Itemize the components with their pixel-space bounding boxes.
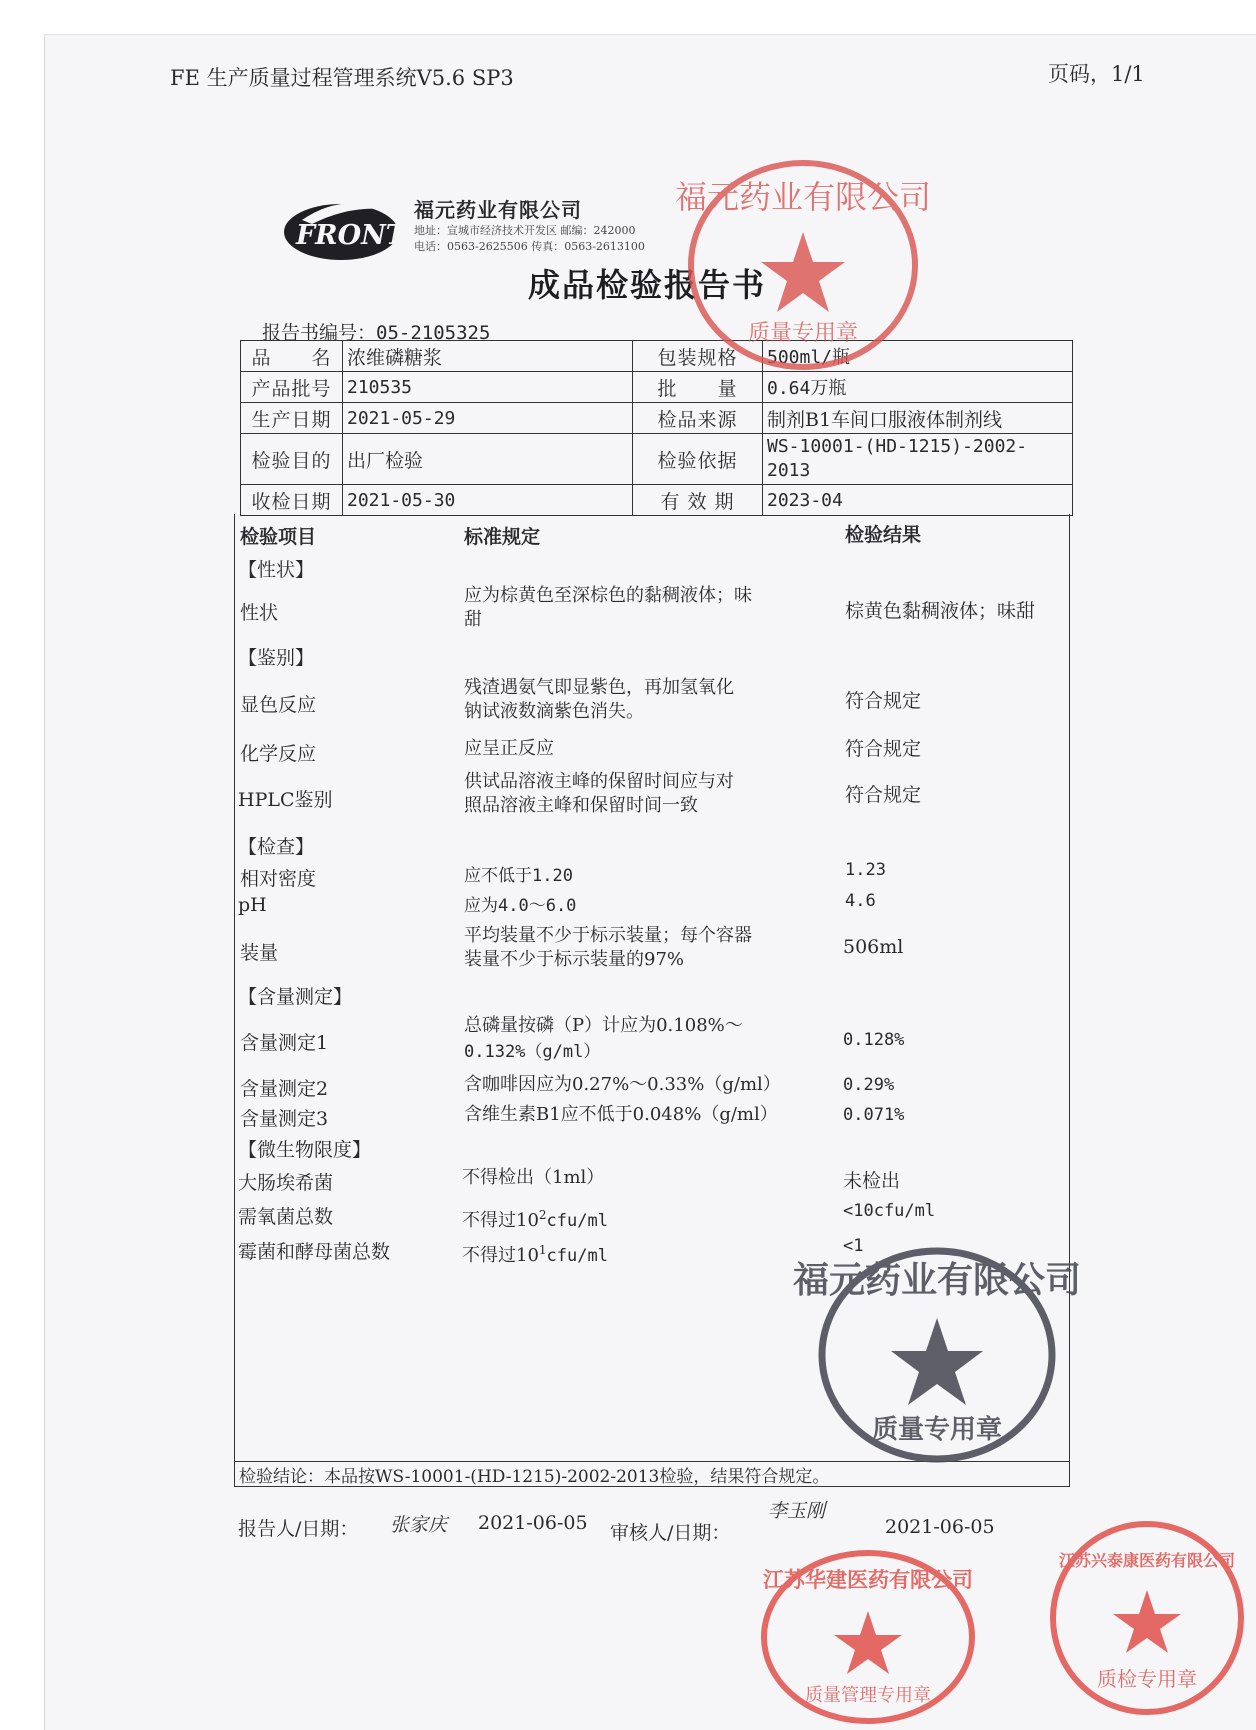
purpose-label: 检验目的 — [241, 434, 343, 485]
result-aerobic: <10cfu/ml — [843, 1201, 936, 1221]
item-ecoli: 大肠埃希菌 — [238, 1172, 334, 1194]
standard-color-reaction-line2: 钠试液数滴紫色消失。 — [464, 701, 644, 722]
basis-value: WS-10001-(HD-1215)-2002-2013 — [763, 434, 1073, 485]
svg-text:福元药业有限公司: 福元药业有限公司 — [674, 178, 932, 216]
package-value: 500ml/瓶 — [763, 341, 1073, 372]
item-hplc: HPLC鉴别 — [238, 789, 333, 811]
standard-hplc-line1: 供试品溶液主峰的保留时间应与对 — [464, 771, 734, 792]
result-density: 1.23 — [845, 860, 886, 880]
item-density: 相对密度 — [240, 868, 317, 890]
result-assay3: 0.071% — [843, 1105, 905, 1125]
result-traits: 棕黄色黏稠液体；味甜 — [845, 600, 1036, 622]
product-info-table — [240, 340, 1073, 516]
result-hplc: 符合规定 — [845, 784, 922, 806]
column-item-header: 检验项目 — [240, 526, 317, 548]
section-identification: 【鉴别】 — [238, 647, 315, 669]
company-phone: 电话：0563-2625506 传真：0563-2613100 — [414, 240, 645, 253]
standard-chem-reaction: 应呈正反应 — [464, 738, 554, 759]
column-standard-header: 标准规定 — [464, 526, 541, 548]
company-address: 地址：宣城市经济技术开发区 邮编：242000 — [414, 224, 636, 237]
quality-seal-stamp-mid — [792, 1240, 1082, 1470]
quality-seal-stamp-right-bottom — [1045, 1518, 1250, 1718]
result-color-reaction: 符合规定 — [845, 690, 922, 712]
expiry-label: 有 效 期 — [633, 485, 763, 516]
svg-text:江苏华建医药有限公司: 江苏华建医药有限公司 — [763, 1568, 973, 1592]
item-aerobic: 需氧菌总数 — [238, 1206, 334, 1228]
svg-text:质量管理专用章: 质量管理专用章 — [805, 1685, 931, 1706]
standard-fill-line1: 平均装量不少于标示装量；每个容器 — [464, 925, 752, 946]
svg-text:质检专用章: 质检专用章 — [1097, 1667, 1197, 1691]
recv-date-value: 2021-05-30 — [343, 485, 633, 516]
package-label: 包装规格 — [633, 341, 763, 372]
quality-seal-stamp-top — [674, 150, 932, 380]
prod-date-label: 生产日期 — [241, 403, 343, 434]
logo-text: FRONT — [296, 220, 406, 251]
batch-value: 210535 — [343, 372, 633, 403]
quantity-label: 批 量 — [633, 372, 763, 403]
item-fill: 装量 — [240, 942, 279, 964]
info-row — [241, 372, 1073, 403]
standard-traits-line2: 甜 — [464, 609, 482, 630]
section-traits: 【性状】 — [238, 559, 315, 581]
standard-mold: 不得过$10^1cfu/ml$ — [462, 1243, 608, 1266]
quality-seal-stamp-left-bottom — [756, 1545, 981, 1725]
svg-text:质量专用章: 质量专用章 — [871, 1415, 1003, 1445]
standard-density: 应不低于1.20 — [464, 866, 573, 886]
reporter-signature: 张家庆 — [390, 1514, 448, 1536]
standard-aerobic: 不得过$10^2cfu/ml$ — [462, 1208, 608, 1231]
result-chem-reaction: 符合规定 — [845, 738, 922, 760]
product-name-value: 浓维磷糖浆 — [343, 341, 633, 372]
info-row — [241, 485, 1073, 516]
reviewer-date: 2021-06-05 — [885, 1516, 995, 1538]
section-microbial: 【微生物限度】 — [238, 1139, 372, 1161]
product-name-label: 品 名 — [241, 341, 343, 372]
source-label: 检品来源 — [633, 403, 763, 434]
result-assay1: 0.128% — [843, 1030, 905, 1050]
svg-text:福元药业有限公司: 福元药业有限公司 — [792, 1259, 1082, 1301]
standard-fill-line2: 装量不少于标示装量的97% — [464, 949, 685, 970]
item-ph: pH — [238, 894, 267, 916]
page-number: 页码，1/1 — [1048, 62, 1145, 86]
section-assay: 【含量测定】 — [238, 986, 353, 1008]
report-number: 报告书编号：05-2105325 — [262, 322, 491, 344]
item-color-reaction: 显色反应 — [240, 694, 317, 716]
item-mold: 霉菌和酵母菌总数 — [238, 1241, 391, 1263]
item-assay3: 含量测定3 — [240, 1108, 329, 1130]
standard-color-reaction-line1: 残渣遇氨气即显紫色，再加氢氧化 — [464, 677, 734, 698]
column-result-header: 检验结果 — [845, 524, 922, 546]
reviewer-signature: 李玉刚 — [768, 1500, 826, 1522]
company-name: 福元药业有限公司 — [414, 198, 582, 222]
info-row — [241, 341, 1073, 372]
reporter-label: 报告人/日期： — [238, 1518, 359, 1540]
standard-assay2: 含咖啡因应为0.27%～0.33%（g/ml） — [464, 1074, 781, 1095]
result-ecoli: 未检出 — [843, 1170, 901, 1192]
item-traits: 性状 — [240, 602, 279, 624]
conclusion-text: 检验结论：本品按WS-10001-(HD-1215)-2002-2013检验，结果符合规定。 — [239, 1467, 830, 1487]
expiry-value: 2023-04 — [763, 485, 1073, 516]
result-ph: 4.6 — [845, 891, 876, 911]
result-fill: 506ml — [843, 936, 904, 958]
recv-date-label: 收检日期 — [241, 485, 343, 516]
standard-assay3: 含维生素B1应不低于0.048%（g/ml） — [464, 1104, 778, 1125]
prod-date-value: 2021-05-29 — [343, 403, 633, 434]
reviewer-label: 审核人/日期： — [610, 1522, 731, 1544]
quantity-value: 0.64万瓶 — [763, 372, 1073, 403]
svg-text:质量专用章: 质量专用章 — [747, 321, 859, 346]
standard-hplc-line2: 照品溶液主峰和保留时间一致 — [464, 795, 698, 816]
info-row — [241, 434, 1073, 485]
purpose-value: 出厂检验 — [343, 434, 633, 485]
section-inspection: 【检查】 — [238, 836, 315, 858]
standard-assay1-line1: 总磷量按磷（P）计应为0.108%～ — [464, 1015, 743, 1036]
standard-assay1-line2: 0.132%（g/ml） — [464, 1042, 601, 1062]
document-title: 成品检验报告书 — [528, 266, 767, 304]
info-row — [241, 403, 1073, 434]
basis-label: 检验依据 — [633, 434, 763, 485]
batch-label: 产品批号 — [241, 372, 343, 403]
result-mold: <1 — [843, 1236, 864, 1256]
standard-traits-line1: 应为棕黄色至深棕色的黏稠液体；味 — [464, 585, 752, 606]
reporter-date: 2021-06-05 — [478, 1512, 588, 1534]
system-header: FE 生产质量过程管理系统V5.6 SP3 — [170, 66, 514, 90]
item-chem-reaction: 化学反应 — [240, 743, 317, 765]
item-assay2: 含量测定2 — [240, 1078, 329, 1100]
standard-ecoli: 不得检出（1ml） — [462, 1167, 605, 1188]
standard-ph: 应为4.0～6.0 — [464, 896, 577, 916]
item-assay1: 含量测定1 — [240, 1032, 329, 1054]
result-assay2: 0.29% — [843, 1075, 895, 1095]
source-value: 制剂B1车间口服液体制剂线 — [763, 403, 1073, 434]
svg-text:江苏兴泰康医药有限公司: 江苏兴泰康医药有限公司 — [1058, 1551, 1236, 1570]
company-logo-icon — [282, 198, 406, 262]
